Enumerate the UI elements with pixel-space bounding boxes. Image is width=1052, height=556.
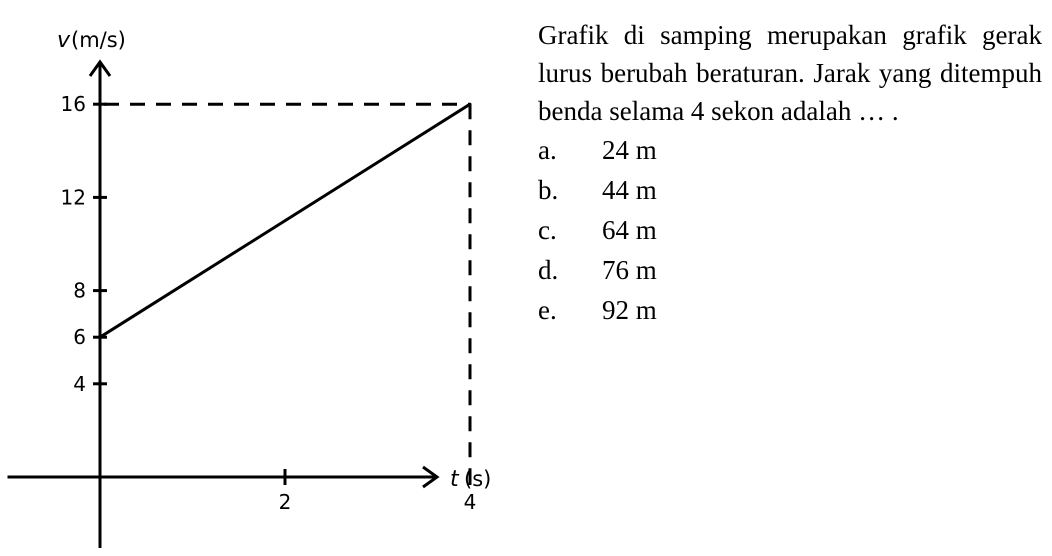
axis-labels [57, 28, 491, 492]
x-tick-label: 4 [463, 490, 477, 514]
y-axis-unit: (m/s) [71, 28, 126, 52]
data-point [99, 336, 102, 339]
answer-option [538, 210, 1042, 250]
x-tick-label: 2 [278, 490, 292, 514]
answer-option [538, 170, 1042, 210]
x-axis-symbol: t [450, 467, 459, 492]
question-text: Grafik di samping merupakan grafik gerak lurus berubah beraturan. Jarak yang ditempuh benda selama 4 sekon adalah … . [538, 20, 1042, 126]
data-point [469, 103, 472, 106]
x-axis-unit: (s) [464, 467, 492, 491]
question-block [538, 16, 1042, 330]
option-letter: e. [538, 295, 557, 325]
option-value: 24 m [602, 135, 657, 165]
option-value: 44 m [602, 175, 657, 205]
y-tick-label: 8 [73, 278, 86, 303]
answer-options [538, 130, 1042, 330]
axes [8, 62, 438, 548]
answer-option [538, 250, 1042, 290]
y-tick-label: 4 [73, 371, 86, 396]
velocity-line [100, 104, 470, 337]
answer-option [538, 130, 1042, 170]
option-value: 92 m [602, 295, 657, 325]
option-letter: b. [538, 175, 559, 205]
option-letter: d. [538, 255, 559, 285]
velocity-time-graph [0, 0, 520, 556]
y-tick-label: 12 [60, 185, 86, 210]
option-value: 64 m [602, 215, 657, 245]
y-tick-label: 6 [73, 325, 86, 350]
option-letter: a. [538, 135, 557, 165]
option-letter: c. [538, 215, 557, 245]
ticks [61, 92, 477, 514]
option-value: 76 m [602, 255, 657, 285]
y-tick-label: 16 [60, 92, 86, 117]
answer-option [538, 290, 1042, 330]
y-axis-symbol: v [57, 28, 71, 53]
series [99, 103, 472, 339]
guide-lines [104, 104, 470, 477]
